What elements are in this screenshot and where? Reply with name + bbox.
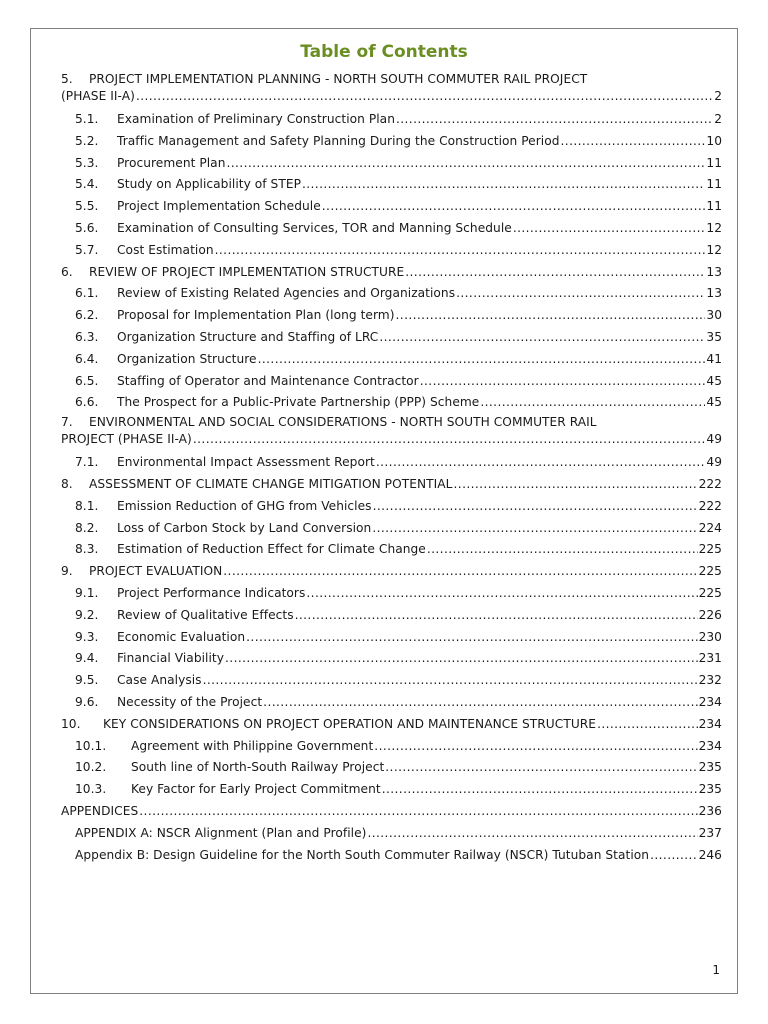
toc-section-entry[interactable] — [61, 714, 722, 736]
dot-leader — [136, 88, 713, 105]
toc-entry-page: 49 — [706, 455, 722, 470]
dot-leader — [263, 692, 697, 714]
toc-entry-title: Emission Reduction of GHG from Vehicles — [117, 498, 372, 513]
toc-entry-page: 49 — [706, 432, 722, 447]
dot-leader — [561, 131, 706, 153]
toc-subsection-entry[interactable] — [61, 240, 722, 262]
toc-subsection-entry[interactable] — [61, 452, 722, 474]
dot-leader — [456, 283, 705, 305]
toc-entry-title: Financial Viability — [117, 651, 225, 666]
toc-entry-page: 225 — [698, 564, 722, 579]
toc-entry-page: 235 — [698, 760, 722, 775]
toc-entry-title: The Prospect for a Public-Private Partnership (PPP) Scheme — [117, 395, 480, 410]
dot-leader — [396, 109, 713, 131]
toc-entry-title: Key Factor for Early Project Commitment — [131, 782, 381, 797]
toc-subsection-entry[interactable] — [61, 392, 722, 414]
toc-entry-title: Cost Estimation — [117, 242, 214, 257]
toc-entry-page: 12 — [706, 242, 722, 257]
dot-leader — [295, 605, 698, 627]
page-number: 1 — [712, 963, 720, 977]
dot-leader — [374, 736, 697, 758]
toc-entry-number: 8.2. — [75, 520, 99, 535]
toc-entry-title: Traffic Management and Safety Planning During the Construction Period — [117, 133, 560, 148]
toc-entry-number: 5.6. — [75, 220, 99, 235]
toc-entry-number: 6.6. — [75, 395, 99, 410]
toc-entry-number: 5.5. — [75, 199, 99, 214]
toc-entry-number: 10.1. — [75, 738, 107, 753]
dot-leader — [258, 349, 706, 371]
dot-leader — [420, 371, 706, 393]
toc-subsection-entry[interactable] — [61, 153, 722, 175]
dot-leader — [480, 392, 705, 414]
toc-entry-number: 10.2. — [75, 760, 107, 775]
toc-entry-title: REVIEW OF PROJECT IMPLEMENTATION STRUCTURE — [89, 264, 405, 279]
toc-entry-number: 5.3. — [75, 155, 99, 170]
toc-entry-title: Review of Qualitative Effects — [117, 607, 294, 622]
toc-entry-number: 9.2. — [75, 607, 99, 622]
toc-entry-number: 7.1. — [75, 455, 99, 470]
toc-subsection-entry[interactable] — [61, 518, 722, 540]
toc-entry-page: 41 — [706, 351, 722, 366]
toc-entry-number: 9. — [61, 564, 73, 579]
toc-heading: Table of Contents — [300, 42, 468, 62]
toc-subsection-entry[interactable] — [61, 692, 722, 714]
toc-entry-page: 222 — [698, 498, 722, 513]
toc-entry-title: ASSESSMENT OF CLIMATE CHANGE MITIGATION POTENTIAL — [89, 476, 453, 491]
toc-subsection-entry[interactable] — [61, 823, 722, 845]
toc-entry-title: KEY CONSIDERATIONS ON PROJECT OPERATION AND MAINTENANCE STRUCTURE — [103, 716, 597, 731]
dot-leader — [396, 305, 706, 327]
toc-entry-title: Loss of Carbon Stock by Land Conversion — [117, 520, 372, 535]
dot-leader — [385, 757, 697, 779]
dot-leader — [382, 779, 698, 801]
toc-subsection-entry[interactable] — [61, 327, 722, 349]
dot-leader — [223, 561, 697, 583]
toc-entry-page: 232 — [698, 673, 722, 688]
dot-leader — [373, 496, 698, 518]
toc-entry-number: 9.6. — [75, 694, 99, 709]
toc-entry-page: 11 — [706, 177, 722, 192]
dot-leader — [372, 518, 697, 540]
toc-entry-page: 13 — [706, 286, 722, 301]
toc-subsection-entry[interactable] — [61, 305, 722, 327]
toc-subsection-entry[interactable] — [61, 283, 722, 305]
toc-entry-title: Review of Existing Related Agencies and Organizations — [117, 286, 456, 301]
toc-entry-page: 30 — [706, 308, 722, 323]
toc-entry-title: Economic Evaluation — [117, 629, 246, 644]
toc-entry-title: APPENDIX A: NSCR Alignment (Plan and Profile) — [75, 825, 367, 840]
toc-entry-number: 6. — [61, 264, 73, 279]
dot-leader — [322, 196, 706, 218]
dot-leader — [376, 452, 706, 474]
toc-entry-number: 6.5. — [75, 373, 99, 388]
toc-section-entry[interactable] — [61, 474, 722, 496]
toc-entry-page: 236 — [698, 803, 722, 818]
dot-leader — [302, 174, 705, 196]
toc-list — [61, 71, 722, 866]
toc-entry-title: Procurement Plan — [117, 155, 226, 170]
toc-entry-title-continued: (PHASE II-A) — [61, 89, 135, 103]
toc-entry-title: Project Implementation Schedule — [117, 199, 321, 214]
toc-entry-number: 8.1. — [75, 498, 99, 513]
toc-entry[interactable] — [61, 71, 722, 105]
toc-subsection-entry[interactable] — [61, 174, 722, 196]
toc-subsection-entry[interactable] — [61, 779, 722, 801]
toc-subsection-entry[interactable] — [61, 371, 722, 393]
toc-subsection-entry[interactable] — [61, 539, 722, 561]
toc-entry-page: 11 — [706, 155, 722, 170]
toc-entry-title: Staffing of Operator and Maintenance Contractor — [117, 373, 419, 388]
toc-subsection-entry[interactable] — [61, 648, 722, 670]
toc-subsection-entry[interactable] — [61, 196, 722, 218]
toc-entry-title-continued: PROJECT (PHASE II-A) — [61, 432, 192, 447]
dot-leader — [367, 823, 697, 845]
dot-leader — [513, 218, 706, 240]
dot-leader — [215, 240, 706, 262]
toc-entry-page: 225 — [698, 585, 722, 600]
dot-leader — [139, 801, 697, 823]
toc-entry-page: 234 — [698, 716, 722, 731]
dot-leader — [226, 153, 705, 175]
toc-entry-title: Organization Structure and Staffing of LRC — [117, 329, 379, 344]
dot-leader — [193, 431, 706, 448]
toc-entry-number: 6.2. — [75, 308, 99, 323]
toc-entry-title: Organization Structure — [117, 351, 257, 366]
toc-entry-title: Study on Applicability of STEP — [117, 177, 301, 192]
toc-entry-title: Examination of Consulting Services, TOR and Manning Schedule — [117, 220, 512, 235]
toc-entry-title: Estimation of Reduction Effect for Climate Change — [117, 542, 426, 557]
toc-entry-number: 9.4. — [75, 651, 99, 666]
toc-entry-page: 234 — [698, 738, 722, 753]
toc-entry-number: 5. — [61, 72, 73, 86]
toc-section-entry[interactable] — [61, 561, 722, 583]
toc-entry-page: 237 — [698, 825, 722, 840]
toc-entry-page: 234 — [698, 694, 722, 709]
toc-subsection-entry[interactable] — [61, 627, 722, 649]
toc-entry-title: PROJECT IMPLEMENTATION PLANNING - NORTH SOUTH COMMUTER RAIL PROJECT — [89, 72, 588, 86]
toc-entry-page: 225 — [698, 542, 722, 557]
toc-subsection-entry[interactable] — [61, 131, 722, 153]
toc-entry-title: ENVIRONMENTAL AND SOCIAL CONSIDERATIONS - NORTH SOUTH COMMUTER RAIL — [89, 415, 597, 430]
toc-entry-page: 11 — [706, 199, 722, 214]
toc-entry-number: 5.2. — [75, 133, 99, 148]
toc-entry-number: 5.7. — [75, 242, 99, 257]
dot-leader — [405, 262, 705, 284]
toc-entry-page: 231 — [698, 651, 722, 666]
toc-subsection-entry[interactable] — [61, 605, 722, 627]
toc-section-entry[interactable] — [61, 801, 722, 823]
toc-subsection-entry[interactable] — [61, 845, 722, 867]
toc-entry-page: 2 — [714, 112, 722, 126]
toc-entry-page: 224 — [698, 520, 722, 535]
toc-entry-page: 2 — [714, 89, 722, 103]
toc-entry-title: South line of North-South Railway Project — [131, 760, 385, 775]
dot-leader — [597, 714, 698, 736]
toc-entry-number: 9.3. — [75, 629, 99, 644]
toc-entry-number: 8. — [61, 476, 73, 491]
dot-leader — [427, 539, 698, 561]
toc-entry-number: 7. — [61, 415, 73, 430]
toc-entry-page: 222 — [698, 476, 722, 491]
toc-entry[interactable] — [61, 414, 722, 448]
toc-subsection-entry[interactable] — [61, 736, 722, 758]
toc-entry-page: 45 — [706, 373, 722, 388]
toc-entry-number: 8.3. — [75, 542, 99, 557]
toc-entry-number: 5.1. — [75, 112, 99, 126]
toc-entry-page: 226 — [698, 607, 722, 622]
dot-leader — [379, 327, 705, 349]
toc-entry-page: 246 — [698, 847, 722, 862]
toc-subsection-entry[interactable] — [61, 109, 722, 131]
toc-entry-title: Appendix B: Design Guideline for the North South Commuter Railway (NSCR) Tutuban Station — [75, 847, 650, 862]
toc-subsection-entry[interactable] — [61, 583, 722, 605]
toc-entry-number: 9.5. — [75, 673, 99, 688]
dot-leader — [306, 583, 697, 605]
toc-section-entry[interactable] — [61, 262, 722, 284]
toc-entry-title: PROJECT EVALUATION — [89, 564, 223, 579]
toc-entry-page: 45 — [706, 395, 722, 410]
dot-leader — [203, 670, 698, 692]
toc-entry-title: Case Analysis — [117, 673, 202, 688]
toc-entry-title: Proposal for Implementation Plan (long term) — [117, 308, 395, 323]
toc-subsection-entry[interactable] — [61, 496, 722, 518]
toc-entry-title: Necessity of the Project — [117, 694, 263, 709]
toc-entry-number: 5.4. — [75, 177, 99, 192]
toc-entry-title: Project Performance Indicators — [117, 585, 306, 600]
toc-subsection-entry[interactable] — [61, 349, 722, 371]
toc-entry-number: 10.3. — [75, 782, 107, 797]
toc-entry-title: APPENDICES — [61, 803, 139, 818]
toc-entry-page: 235 — [698, 782, 722, 797]
toc-entry-page: 12 — [706, 220, 722, 235]
toc-entry-page: 35 — [706, 329, 722, 344]
toc-subsection-entry[interactable] — [61, 218, 722, 240]
toc-entry-page: 10 — [706, 133, 722, 148]
toc-entry-title: Environmental Impact Assessment Report — [117, 455, 375, 470]
toc-entry-number: 6.1. — [75, 286, 99, 301]
toc-entry-title: Agreement with Philippine Government — [131, 738, 374, 753]
toc-entry-number: 6.3. — [75, 329, 99, 344]
toc-entry-page: 230 — [698, 629, 722, 644]
toc-entry-title: Examination of Preliminary Construction Plan — [117, 112, 395, 126]
toc-entry-number: 6.4. — [75, 351, 99, 366]
dot-leader — [225, 648, 698, 670]
toc-entry-page: 13 — [706, 264, 722, 279]
dot-leader — [454, 474, 698, 496]
toc-entry-number: 10. — [61, 716, 81, 731]
dot-leader — [650, 845, 697, 867]
toc-entry-number: 9.1. — [75, 585, 99, 600]
toc-subsection-entry[interactable] — [61, 670, 722, 692]
toc-subsection-entry[interactable] — [61, 757, 722, 779]
dot-leader — [246, 627, 697, 649]
